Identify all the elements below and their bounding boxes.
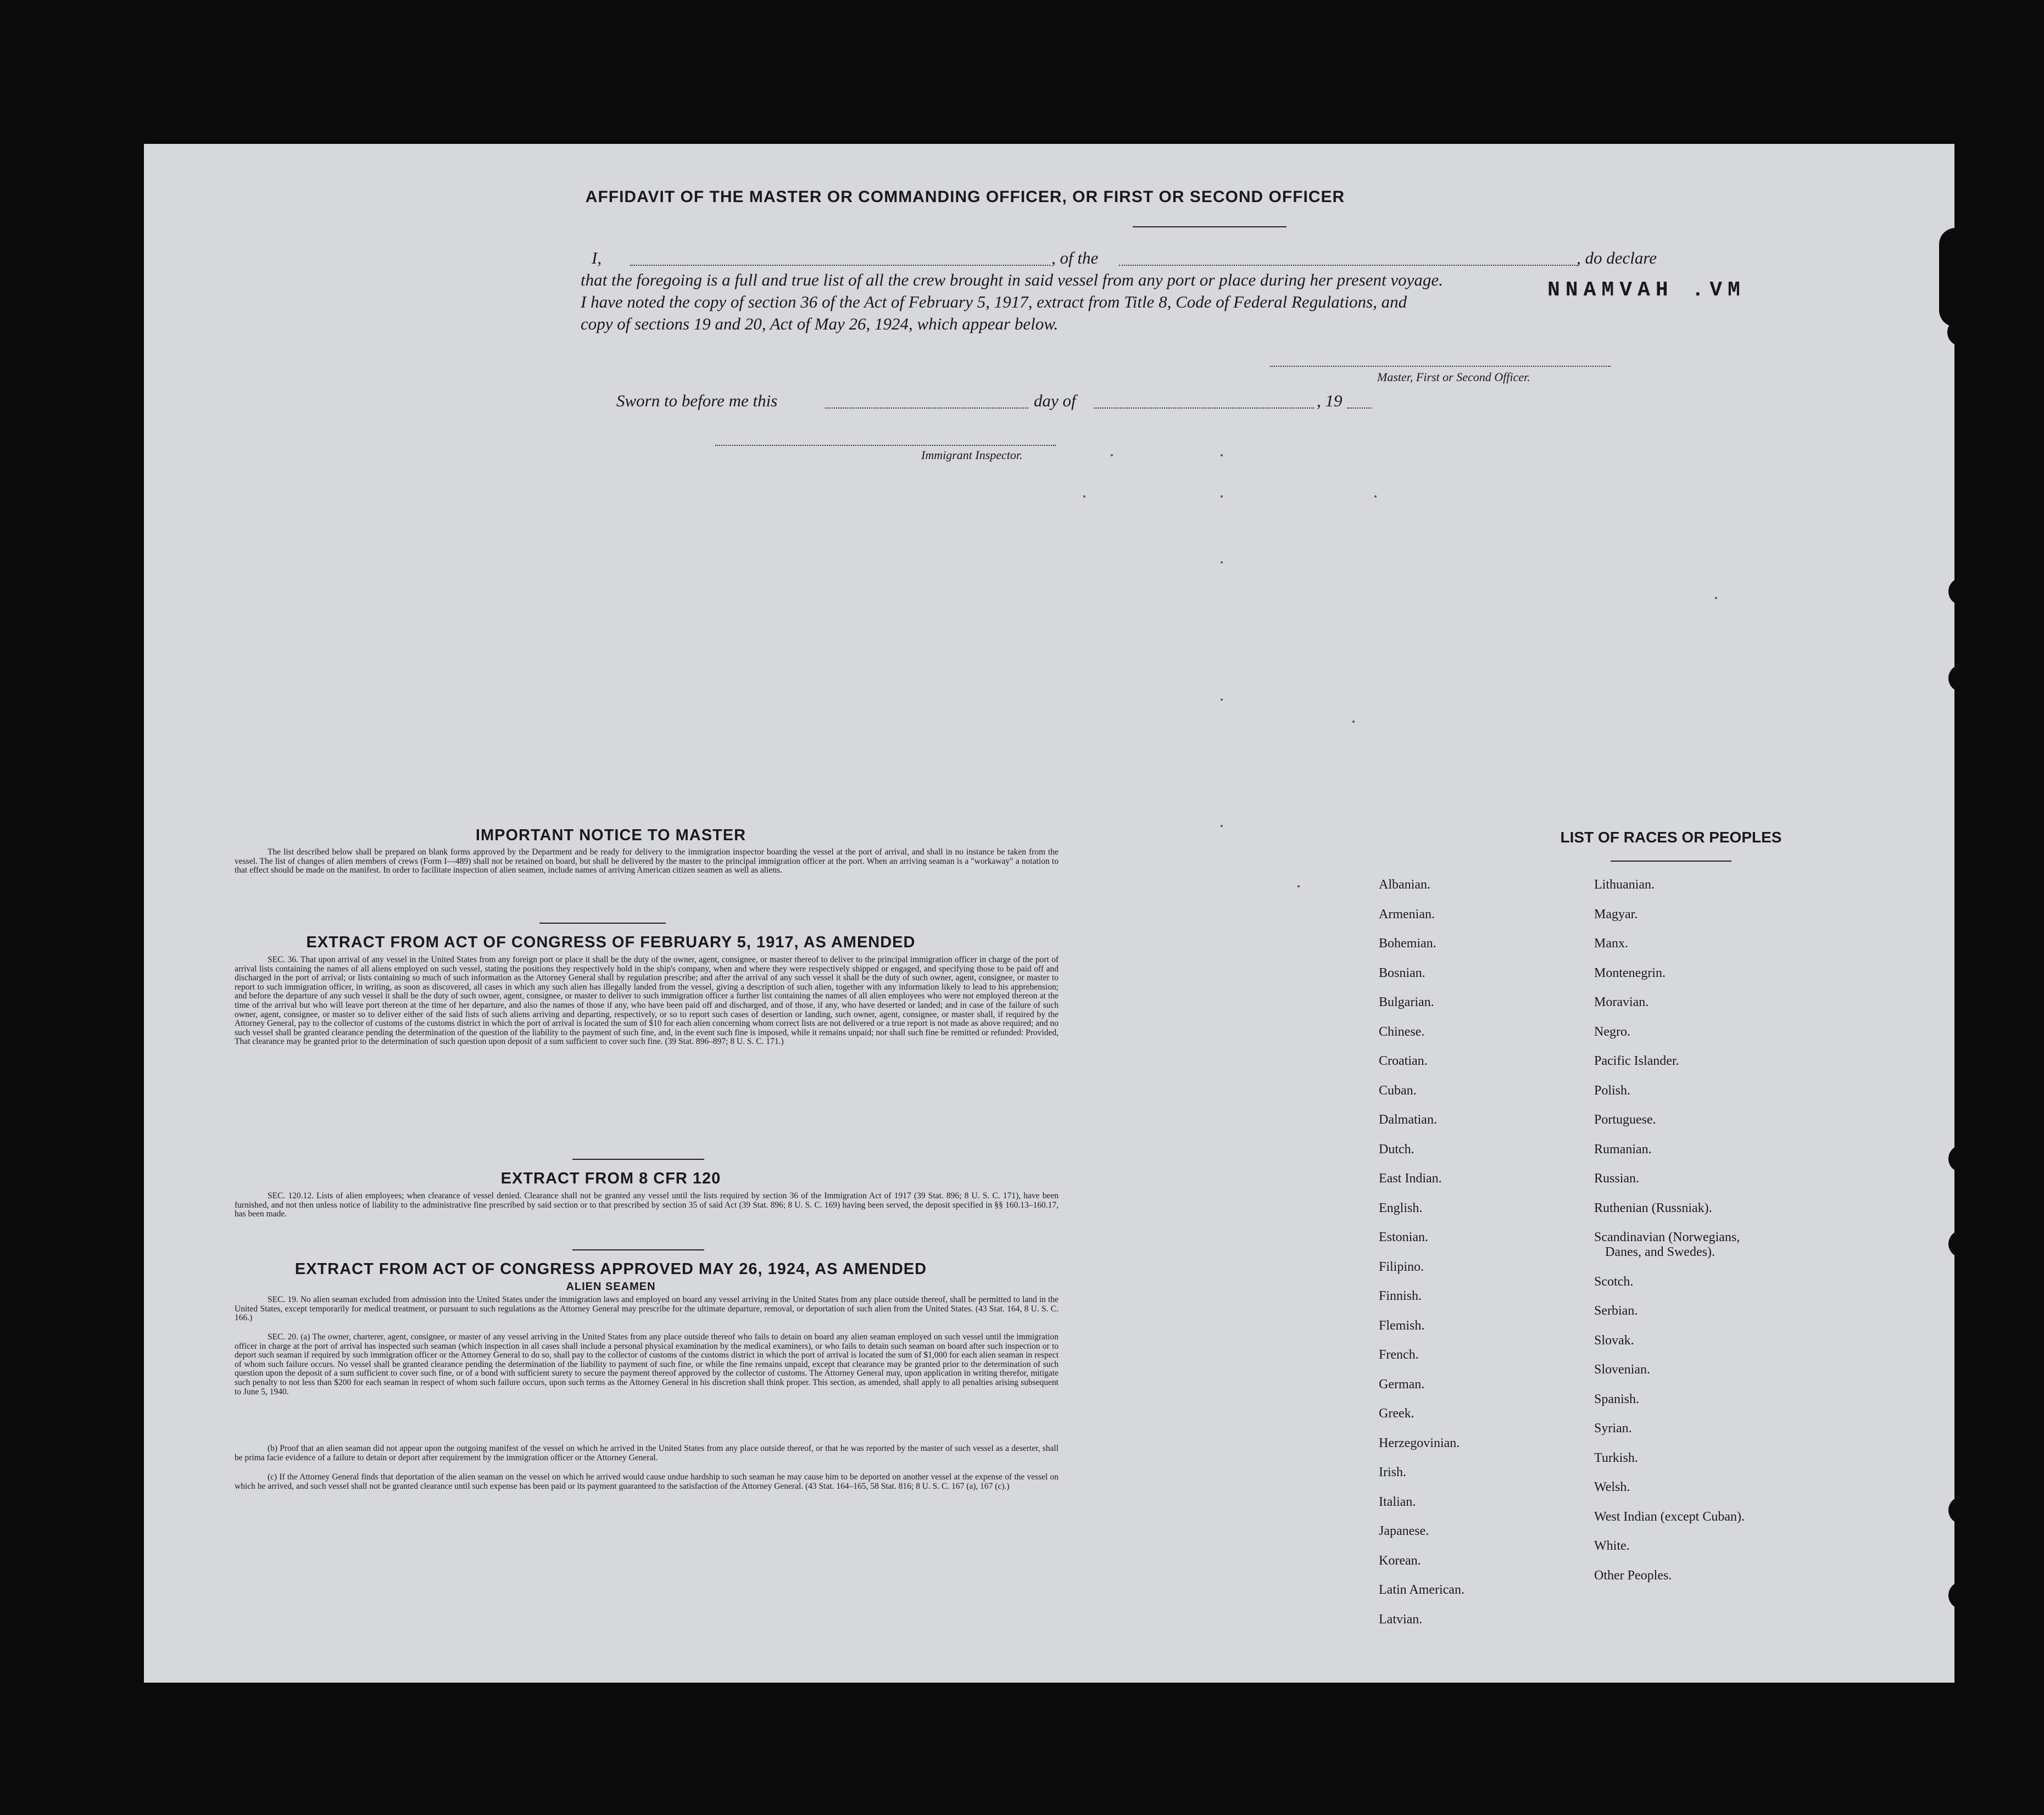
extract-1924-heading: EXTRACT FROM ACT OF CONGRESS APPROVED MAY 26, 1924, AS AMENDED <box>294 1260 927 1278</box>
race-item: West Indian (except Cuban). <box>1594 1509 1745 1524</box>
scan-speck <box>1221 825 1223 827</box>
binder-hole <box>1948 578 1976 605</box>
race-item: Dutch. <box>1379 1142 1414 1157</box>
race-item: Scandinavian (Norwegians, <box>1594 1230 1740 1244</box>
race-item: Polish. <box>1594 1083 1631 1098</box>
race-item: Portuguese. <box>1594 1113 1656 1127</box>
race-item: Spanish. <box>1594 1392 1640 1406</box>
scan-speck <box>1221 699 1223 701</box>
race-item: Flemish. <box>1379 1318 1425 1333</box>
scan-speck <box>1352 721 1355 723</box>
race-item: Serbian. <box>1594 1304 1638 1318</box>
scan-speck <box>1221 495 1223 498</box>
race-item: Albanian. <box>1379 878 1430 892</box>
race-item: Russian. <box>1594 1171 1640 1186</box>
affidavit-of-the-label: , of the <box>1051 248 1099 267</box>
sec-20a-text: SEC. 20. (a) The owner, charterer, agent, consignee, or master of any vessel arriving in the United States from any place outside thereof who fails to detain on board any alien seaman employed on such vessel until the immigration officer in charge at the port of arrival has inspected such seaman (which inspection in all cases shall include a personal physical examination by the medical examiners), or who fails to detain such seaman on board after such inspection or to deport such seaman if required by such immigration officer or the Attorney General to do so, shall pay to the collector of customs of the customs district in which the port of arrival is located the sum of $1,000 for each alien seaman in respect of whom such failure occurs. No vessel shall be granted clearance pending the determination of the liability to payment of such fine, or while the fine remains unpaid, except that clearance may be granted prior to the determination of such question upon the deposit of a sum sufficient to cover such fine, or of a bond with sufficient surety to secure the payment thereof approved by the collector of customs. The Attorney General may, upon application in writing therefor, mitigate such penalty to not less than $200 for each seaman in respect of whom such failure occurs, upon such terms as the Attorney General in his discretion shall think proper. This section, as amended, shall apply to all penalties arising subsequent to June 5, 1940. <box>235 1332 1059 1397</box>
race-item: French. <box>1379 1348 1419 1362</box>
race-item: Irish. <box>1379 1465 1406 1479</box>
sec-20b-text: (b) Proof that an alien seaman did not appear upon the outgoing manifest of the vessel on which he arrived in the United States from any place outside thereof, or that he was reported by the master of such vessel as a deserter, shall be prima facie evidence of a failure to detain or deport after requirement by the immigration officer or the Attorney General. <box>235 1444 1059 1462</box>
race-item: Finnish. <box>1379 1289 1422 1303</box>
race-item: Magyar. <box>1594 907 1638 922</box>
master-signature-field[interactable] <box>1270 366 1611 367</box>
form-page <box>144 144 1954 1683</box>
name-stamp: NNAMVAH .VM <box>1547 278 1746 302</box>
day-of-label: day of <box>1034 391 1076 410</box>
notice-text: The list described below shall be prepared on blank forms approved by the Department and be ready for delivery to the immigration inspector boarding the vessel at the port of arrival, and shall in no instance be taken from the vessel. The list of changes of alien members of crews (Form I—489) shall not be retained on board, but shall be delivered by the master to the principal immigration officer at the port. When an arriving seaman is a "workaway" a notation to that effect should be made on the manifest. In order to facilitate inspection of alien seamen, include names of arriving American citizen seamen as well as aliens. <box>235 847 1059 875</box>
scan-speck <box>1297 885 1300 887</box>
binder-hole <box>1948 1582 1976 1609</box>
race-item: Pacific Islander. <box>1594 1054 1679 1068</box>
race-item: Chinese. <box>1379 1024 1425 1039</box>
race-item: Moravian. <box>1594 995 1649 1009</box>
sec-19-text: SEC. 19. No alien seaman excluded from admission into the United States under the immigration laws and employed on board any vessel arriving in the United States from any place outside thereof, shall be permitted to land in the United States, except temporarily for medical treatment, or pursuant to such regulations as the Attorney General may prescribe for the ultimate departure, removal, or deportation of such alien from the United States. (43 Stat. 164, 8 U. S. C. 166.) <box>235 1295 1059 1323</box>
scan-speck <box>1715 597 1717 599</box>
binder-hole <box>1947 319 1975 346</box>
races-heading: LIST OF RACES OR PEOPLES <box>1560 829 1782 846</box>
binder-hole <box>1948 664 1976 692</box>
master-signature-caption: Master, First or Second Officer. <box>1377 370 1530 384</box>
section-divider <box>539 923 666 924</box>
sworn-year-field[interactable] <box>1347 407 1372 409</box>
scan-speck <box>1111 454 1113 456</box>
race-item: Japanese. <box>1379 1524 1429 1538</box>
races-underline <box>1611 861 1731 862</box>
extract-cfr-heading: EXTRACT FROM 8 CFR 120 <box>500 1170 721 1187</box>
affidavit-declare-label: , do declare <box>1577 248 1657 267</box>
sworn-label: Sworn to before me this <box>616 391 778 410</box>
race-item: Bohemian. <box>1379 936 1436 951</box>
race-item: Cuban. <box>1379 1083 1417 1098</box>
race-item: Negro. <box>1594 1024 1630 1039</box>
affidavit-line-3: I have noted the copy of section 36 of the Act of February 5, 1917, extract from Title 8, Code of Federal Regulations, and <box>581 292 1407 311</box>
binder-hole <box>1948 1145 1976 1172</box>
race-item: Korean. <box>1379 1553 1421 1568</box>
race-item: Turkish. <box>1594 1450 1638 1465</box>
race-item: Italian. <box>1379 1494 1416 1509</box>
sec-20c-text: (c) If the Attorney General finds that deportation of the alien seaman on the vessel on which he arrived would cause undue hardship to such seaman he may cause him to be deported on another vessel at the expense of the vessel on which he arrived, and such vessel shall not be granted clearance until such expense has been paid or its payment guaranteed to the satisfaction of the Attorney General. (43 Stat. 164–165, 58 Stat. 816; 8 U. S. C. 167 (a), 167 (c).) <box>235 1472 1059 1491</box>
inspector-signature-field[interactable] <box>715 445 1056 446</box>
binder-hole <box>1948 1496 1976 1524</box>
race-item: Rumanian. <box>1594 1142 1652 1157</box>
race-item: Slovak. <box>1594 1333 1634 1348</box>
race-item: Danes, and Swedes). <box>1605 1245 1715 1259</box>
master-name-field[interactable] <box>630 265 1050 266</box>
notice-heading: IMPORTANT NOTICE TO MASTER <box>475 826 747 844</box>
race-item: Dalmatian. <box>1379 1113 1437 1127</box>
race-item: Estonian. <box>1379 1230 1428 1244</box>
race-item: Bulgarian. <box>1379 995 1434 1009</box>
race-item: Filipino. <box>1379 1259 1424 1274</box>
extract-1917-heading: EXTRACT FROM ACT OF CONGRESS OF FEBRUARY 5, 1917, AS AMENDED <box>306 934 916 951</box>
race-item: Ruthenian (Russniak). <box>1594 1200 1712 1215</box>
affidavit-line-4: copy of sections 19 and 20, Act of May 26, 1924, which appear below. <box>581 314 1059 333</box>
section-divider <box>572 1249 704 1250</box>
race-item: Greek. <box>1379 1406 1414 1421</box>
binder-hole-top <box>1939 228 1973 327</box>
race-item: Latvian. <box>1379 1612 1423 1627</box>
race-item: Manx. <box>1594 936 1628 951</box>
race-item: Scotch. <box>1594 1274 1634 1289</box>
scan-speck <box>1374 495 1377 498</box>
scan-speck <box>1221 454 1223 456</box>
race-item: Croatian. <box>1379 1054 1428 1068</box>
affidavit-i-label: I, <box>592 248 602 267</box>
race-item: Bosnian. <box>1379 965 1425 980</box>
race-item: Lithuanian. <box>1594 878 1655 892</box>
year-label: , 19 <box>1317 391 1343 410</box>
race-item: Welsh. <box>1594 1480 1630 1494</box>
race-item: English. <box>1379 1200 1423 1215</box>
binder-hole <box>1948 1230 1976 1258</box>
extract-cfr-text: SEC. 120.12. Lists of alien employees; when clearance of vessel denied. Clearance shall not be granted any vessel until the lists required by section 36 of the Immigration Act of 1917 (39 Stat. 896; 8 U. S. C. 171), have been furnished, and not then unless notice of liability to the administrative fine prescribed by said section or to that prescribed by section 35 of said Act (39 Stat. 896; 8 U. S. C. 169) having been served, the deposit specified in §§ 160.13–160.17, has been made. <box>235 1191 1059 1219</box>
alien-seamen-subheading: ALIEN SEAMEN <box>566 1281 656 1293</box>
title-underline <box>1133 226 1286 227</box>
vessel-name-field[interactable] <box>1119 265 1578 266</box>
affidavit-title: AFFIDAVIT OF THE MASTER OR COMMANDING OFFICER, OR FIRST OR SECOND OFFICER <box>585 188 1345 206</box>
extract-1917-text: SEC. 36. That upon arrival of any vessel in the United States from any foreign port or place it shall be the duty of the owner, agent, consignee, or master thereof to deliver to the principal immigration officer in charge of the port of arrival lists containing the names of all aliens employed on such vessel, stating the positions they respectively hold in the ship's company, when and where they were respectively shipped or engaged, and specifying those to be paid off and discharged in the port of arrival; or lists containing so much of such information as the Attorney General shall by regulation prescribe; and after the arrival of any such vessel it shall be the duty of such owner, agent, consignee, or master to report to such immigration officer, in writing, as soon as discovered, all cases in which any such alien has illegally landed from the vessel, giving a description of such alien, together with any information likely to lead to his apprehension; and before the departure of any such vessel it shall be the duty of such owner, agent, consignee, or master to deliver to such immigration officer a further list containing the names of all alien employees who were not employed thereon at the time of the arrival but who will leave port thereon at the time of her departure, and also the names of those if any, who have been paid off and discharged, and of those, if any, who have deserted or landed; and in case of the failure of such owner, agent, consignee, or master so to deliver either of the said lists of such aliens arriving and departing, respectively, or so to report such cases of desertion or landing, such owner, agent, consignee, or master shall, if required by the Attorney General, pay to the collector of customs of the customs district in which the port of arrival is located the sum of $10 for each alien concerning whom correct lists are not delivered or a true report is not made as above required; and no such vessel shall be granted clearance pending the determination of the question of the liability to the payment of such fine, and, in the event such fine is imposed, while it remains unpaid; nor shall such fine be remitted or refunded: Provided, That clearance may be granted prior to the determination of such question upon deposit of a sum sufficient to cover such fine. (39 Stat. 896–897; 8 U. S. C. 171.) <box>235 955 1059 1047</box>
sworn-month-field[interactable] <box>1094 407 1314 409</box>
sworn-day-field[interactable] <box>825 407 1028 409</box>
race-item: Syrian. <box>1594 1421 1632 1436</box>
affidavit-line-2: that the foregoing is a full and true list of all the crew brought in said vessel from any port or place during her present voyage. <box>581 270 1443 289</box>
race-item: Other Peoples. <box>1594 1568 1672 1583</box>
race-item: Herzegovinian. <box>1379 1436 1460 1450</box>
race-item: East Indian. <box>1379 1171 1442 1186</box>
race-item: Latin American. <box>1379 1583 1464 1597</box>
race-item: White. <box>1594 1539 1630 1553</box>
race-item: Slovenian. <box>1594 1362 1650 1377</box>
inspector-signature-caption: Immigrant Inspector. <box>921 448 1023 462</box>
race-item: Montenegrin. <box>1594 965 1666 980</box>
race-item: German. <box>1379 1377 1425 1392</box>
scan-speck <box>1083 495 1085 498</box>
scan-speck <box>1221 561 1223 563</box>
section-divider <box>572 1159 704 1160</box>
race-item: Armenian. <box>1379 907 1435 922</box>
